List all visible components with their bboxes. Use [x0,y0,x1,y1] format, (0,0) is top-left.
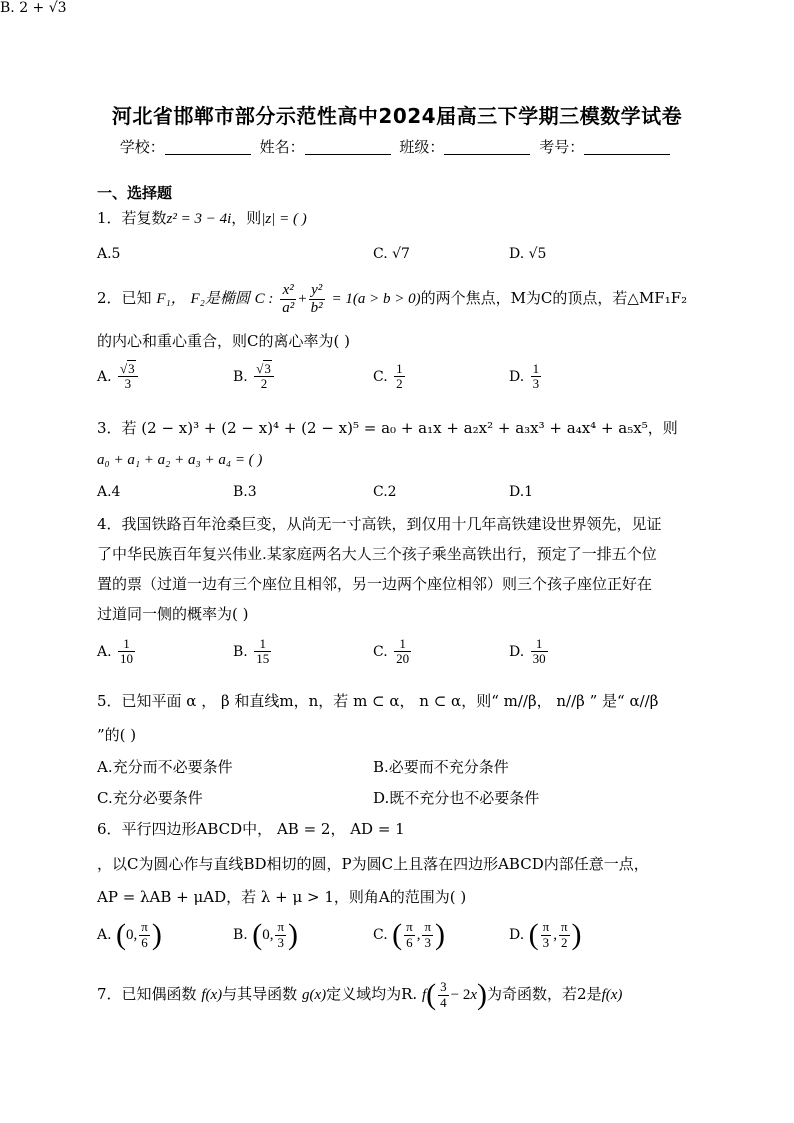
q2-option-d[interactable] [509,362,543,392]
name-label: 姓名： [259,138,305,156]
student-info-row [0,136,794,157]
q2-option-a[interactable] [97,362,140,392]
question-4-line-4: 过道同一侧的概率为( ) [97,605,249,623]
q5-option-c[interactable]: C.充分必要条件 [97,789,203,807]
q2-f2: F₂是椭圆 [190,291,250,307]
class-label: 班级： [399,138,445,156]
q2-option-c-label: C. [373,368,388,385]
q4-option-a-frac: $\frac{1}{10}$ [120,636,134,667]
q3-option-d[interactable]: D.1 [509,484,534,500]
q7-text-a: 7．已知偶函数 [97,985,197,1003]
page-title: 河北省邯郸市部分示范性高中2024届高三下学期三模数学试卷 [111,104,683,128]
q2-condition: = 1(a > b > 0) [331,291,421,307]
q4-option-c-label: C. [373,643,388,660]
q3-option-b[interactable]: B.3 [233,484,257,500]
q2-option-a-label: A. [97,368,112,385]
question-6-line-2: ，以C为圆心作与直线BD相切的圆，P为圆C上且落在四边形ABCD内部任意一点， [97,855,649,873]
q4-option-a-label: A. [97,643,112,660]
q2-ellipse-name: C : [254,291,274,307]
q2-option-c[interactable] [373,362,407,392]
q2-text-f: 的两个焦点， [420,289,511,307]
q1-expr: z² = 3 − 4i [166,211,232,227]
question-4-line-3: 置的票（过道一边有三个座位且相邻，另一边两个座位相邻）则三个孩子座位正好在 [97,575,653,593]
question-7-line-1: 7．已知偶函数 f(x)与其导函数 g(x)定义域均为R. f( $\frac{3}{4}$ − 2x)为奇函数，若2是f(x) [97,978,623,1011]
question-5-line-1: 5．已知平面 α ， β 和直线m，n，若 m ⊂ α， n ⊂ α，则“ m//β， n//β ” 是“ α//β [97,692,659,710]
q3-option-c[interactable]: C.2 [373,484,397,500]
q7-text-g: 为奇函数，若2是 [487,985,602,1003]
q2-text-a: 2．已知 [97,289,152,307]
q2-option-d-frac: $\frac{1}{3}$ [532,361,540,392]
q4-option-c-frac: $\frac{1}{20}$ [396,636,410,667]
q6-option-b-label: B. [233,927,248,943]
q6-option-c[interactable]: C. ( $\frac{\pi}{6}$ , $\frac{\pi}{3}$ ) [373,918,446,951]
school-blank[interactable] [165,140,251,155]
q2-frac-x: $\frac{\text{x²}}{\text{a²}}$ [282,282,295,316]
q4-option-b-frac: $\frac{1}{15}$ [256,636,270,667]
q3-option-a[interactable]: A.4 [97,484,121,500]
class-blank[interactable] [444,140,530,155]
q7-text-e: 定义域均为R. [326,985,418,1003]
q2-frac-y: $\frac{\text{y²}}{\text{b²}}$ [310,282,323,316]
q4-option-d-frac: $\frac{1}{30}$ [532,636,546,667]
school-label: 学校： [119,138,165,156]
question-5-line-2: ”的( ) [97,726,137,744]
q2-option-b-label: B. [233,368,248,385]
question-4-line-2: 了中华民族百年复兴伟业.某家庭两名大人三个孩子乘坐高铁出行，预定了一排五个位 [97,545,657,563]
q6-option-d[interactable]: D. ( $\frac{\pi}{3}$ , $\frac{\pi}{2}$ ) [509,918,582,951]
q6-option-d-label: D. [509,927,525,943]
q7-fx-2: f(x) [601,987,623,1003]
name-blank[interactable] [305,140,391,155]
q4-option-a[interactable] [97,637,137,667]
question-3-line-1: 3．若 (2 − x)³ + (2 − x)⁴ + (2 − x)⁵ = a₀ + a₁x + a₂x² + a₃x³ + a₄x⁴ + a₅x⁵，则 [97,419,678,437]
q6-option-a[interactable]: A. (0, $\frac{\pi}{6}$ ) [97,918,162,951]
q2-option-b-frac: $\frac{√3}{2}$ [254,362,274,392]
q7-text-c: 与其导函数 [222,985,298,1003]
q2-option-a-frac: $\frac{√3}{3}$ [118,362,138,392]
q4-option-d-label: D. [509,643,525,660]
question-2-line-2: 的内心和重心重合，则C的离心率为( ) [97,332,350,350]
q2-f1: F₁， [156,291,186,307]
q6-option-a-label: A. [97,927,112,943]
q2-option-b[interactable] [233,362,276,392]
q5-option-a[interactable]: A.充分而不必要条件 [97,758,233,776]
q2-text-g: M为C的顶点，若△MF₁F₂ [510,289,688,307]
q1-abs: |z| = ( ) [261,211,307,227]
q2-option-c-frac: $\frac{1}{2}$ [396,361,403,392]
q1-option-c[interactable]: C. √7 [373,246,410,262]
q5-option-b[interactable]: B.必要而不充分条件 [373,758,509,776]
q4-option-b-label: B. [233,643,248,660]
q6-option-c-label: C. [373,927,388,943]
q6-option-b[interactable]: B. (0, $\frac{\pi}{3}$ ) [233,918,299,951]
question-4-line-1: 4．我国铁路百年沧桑巨变，从尚无一寸高铁，到仅用十几年高铁建设世界领先，见证 [97,515,662,533]
question-1 [97,207,307,228]
q1-mid: ，则 [231,209,262,227]
question-6-line-3: AP = λAB + μAD，若 λ + μ > 1，则角A的范围为( ) [97,888,467,906]
q1-option-a[interactable]: A.5 [97,246,121,262]
question-3-line-2: a₀ + a₁ + a₂ + a₃ + a₄ = ( ) [97,452,263,468]
q4-option-b[interactable] [233,637,273,667]
q1-prefix: 1．若复数 [97,209,167,227]
q7-f: f [421,987,427,1003]
q1-option-b[interactable]: B. 2 + √3 [0,0,67,16]
q2-option-d-label: D. [509,368,525,385]
q4-option-d[interactable] [509,637,550,667]
q5-option-d[interactable]: D.既不充分也不必要条件 [373,789,540,807]
number-blank[interactable] [584,140,670,155]
q7-fx: f(x) [201,987,223,1003]
number-label: 考号： [539,138,585,156]
q4-option-c[interactable] [373,637,413,667]
q1-option-d[interactable]: D. √5 [509,246,547,262]
section-heading: 一、选择题 [97,184,173,202]
question-2-line-1: 2．已知 F₁， F₂是椭圆 C : $\frac{\text{x²}}{\text{a²}}$ + $\frac{\text{y²}}{\text{b²}}$ = 1(a > b > 0)的两个焦点，M为C的顶点，若△MF₁F₂ [97,282,688,316]
q7-gx: g(x) [301,987,327,1003]
question-6-line-1: 6．平行四边形ABCD中， AB = 2， AD = 1 [97,820,405,838]
